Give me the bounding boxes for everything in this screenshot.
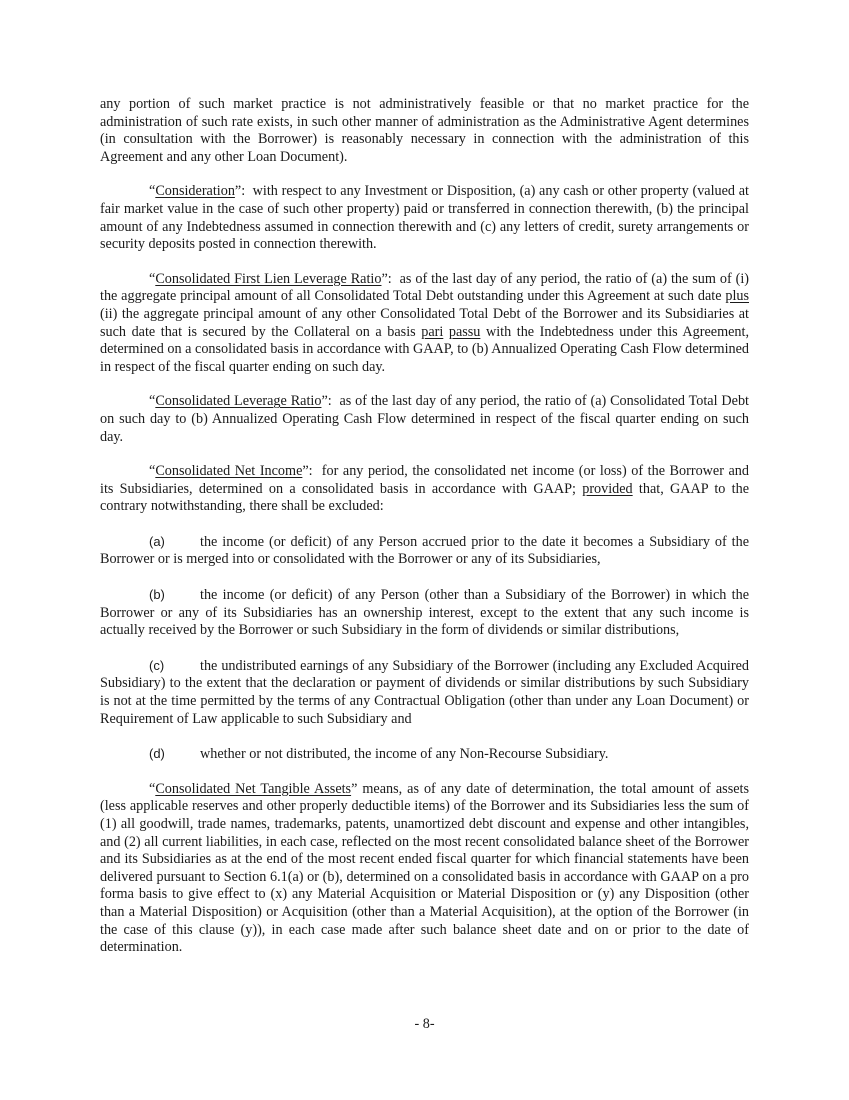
item-marker: (a) (149, 533, 165, 549)
item-marker: (c) (149, 657, 165, 673)
list-item: (a) the income (or deficit) of any Person accrued prior to the date it becomes a Subsidiary of the Borrower or is merged into or consolidated with the Borrower or any of its Subsidiaries, (100, 533, 749, 568)
emphasis-pari: pari (421, 323, 444, 340)
item-marker: (d) (149, 746, 165, 762)
list-item: (b) the income (or deficit) of any Person (other than a Subsidiary of the Borrower) in which the Borrower or any of its Subsidiaries has an ownership interest, except to the extent that any such income is actually received by the Borrower or such Subsidiary in the form of dividends or similar distributions, (100, 587, 749, 639)
document-page (100, 96, 753, 974)
defined-term: Consolidated Net Tangible Assets (155, 780, 352, 797)
definition-consideration: “Consideration”: with respect to any Investment or Disposition, (a) any cash or other property (valued at fair market value in the case of such other property) paid or transferred in connection therewith, (b) the principal amount of any Indebtedness assumed in connection therewith and (c) any letters of credit, surety arrangements or security deposits posted in connection therewith. (100, 183, 753, 253)
page-number: - 8- (414, 1016, 435, 1032)
list-item: (c) the undistributed earnings of any Subsidiary of the Borrower (including any Excluded Acquired Subsidiary) to the extent that the declaration or payment of dividends or similar distributions by such Subsidiary is not at the time permitted by the terms of any Contractual Obligation (other than under any Loan Document) or Requirement of Law applicable to such Subsidiary and (100, 657, 749, 727)
emphasis-plus: plus (725, 288, 749, 305)
defined-term: Consolidated Net Income (155, 463, 303, 480)
defined-term: Consolidated First Lien Leverage Ratio (155, 270, 382, 287)
definition-consolidated-net-tangible-assets: “Consolidated Net Tangible Assets” means, as of any date of determination, the total amount of assets (less applicable reserves and other properly deductible items) of the Borrower and its Subsidiaries less the sum of (1) all goodwill, trade names, trademarks, patents, unamortized debt discount and expense and other intangibles, and (2) all current liabilities, in each case, reflected on the most recent consolidated balance sheet of the Borrower and its Subsidiaries as at the end of the most recent ended fiscal quarter for which financial statements have been delivered pursuant to Section 6.1(a) or (b), determined on a consolidated basis in accordance with GAAP on a pro forma basis to give effect to (x) any Material Acquisition or Material Disposition or (y) any Disposition (other than a Material Disposition) or Acquisition (other than a Material Acquisition), at the option of the Borrower (in the case of this clause (y)), in each case made after such balance sheet date and on or prior to the date of determination. (100, 780, 749, 956)
emphasis-provided: provided (582, 480, 633, 497)
list-item: (d) whether or not distributed, the income of any Non-Recourse Subsidiary. (149, 746, 609, 763)
definition-consolidated-net-income: “Consolidated Net Income”: for any period, the consolidated net income (or loss) of the Borrower and its Subsidiaries, determined on a consolidated basis in accordance with GAAP; provided that, GAAP to the contrary notwithstanding, there shall be excluded: (100, 463, 753, 515)
defined-term: Consolidated Leverage Ratio (155, 393, 322, 410)
item-marker: (b) (149, 587, 165, 603)
paragraph-intro: any portion of such market practice is not administratively feasible or that no market practice for the administration of such rate exists, in such other manner of administration as the Administrative Agent determines (in consultation with the Borrower) is reasonably necessary in connection with the administration of this Agreement and any other Loan Document). (100, 96, 749, 165)
defined-term: Consideration (155, 183, 235, 200)
definition-consolidated-leverage-ratio: “Consolidated Leverage Ratio”: as of the last day of any period, the ratio of (a) Consolidated Total Debt on such day to (b) Annualized Operating Cash Flow determined in respect of the fiscal quarter ending on such day. (100, 393, 753, 445)
definition-consolidated-first-lien-leverage-ratio: “Consolidated First Lien Leverage Ratio”: as of the last day of any period, the ratio of (a) the sum of (i) the aggregate principal amount of all Consolidated Total Debt outstanding under this Agreement at such date plus (ii) the aggregate principal amount of any other Consolidated Total Debt of the Borrower and its Subsidiaries at such date that is secured by the Collateral on a basis pari passu with the Indebtedness under this Agreement, determined on a consolidated basis in accordance with GAAP, to (b) Annualized Operating Cash Flow determined in respect of the fiscal quarter ending on such day. (100, 270, 753, 375)
emphasis-passu: passu (448, 323, 481, 340)
